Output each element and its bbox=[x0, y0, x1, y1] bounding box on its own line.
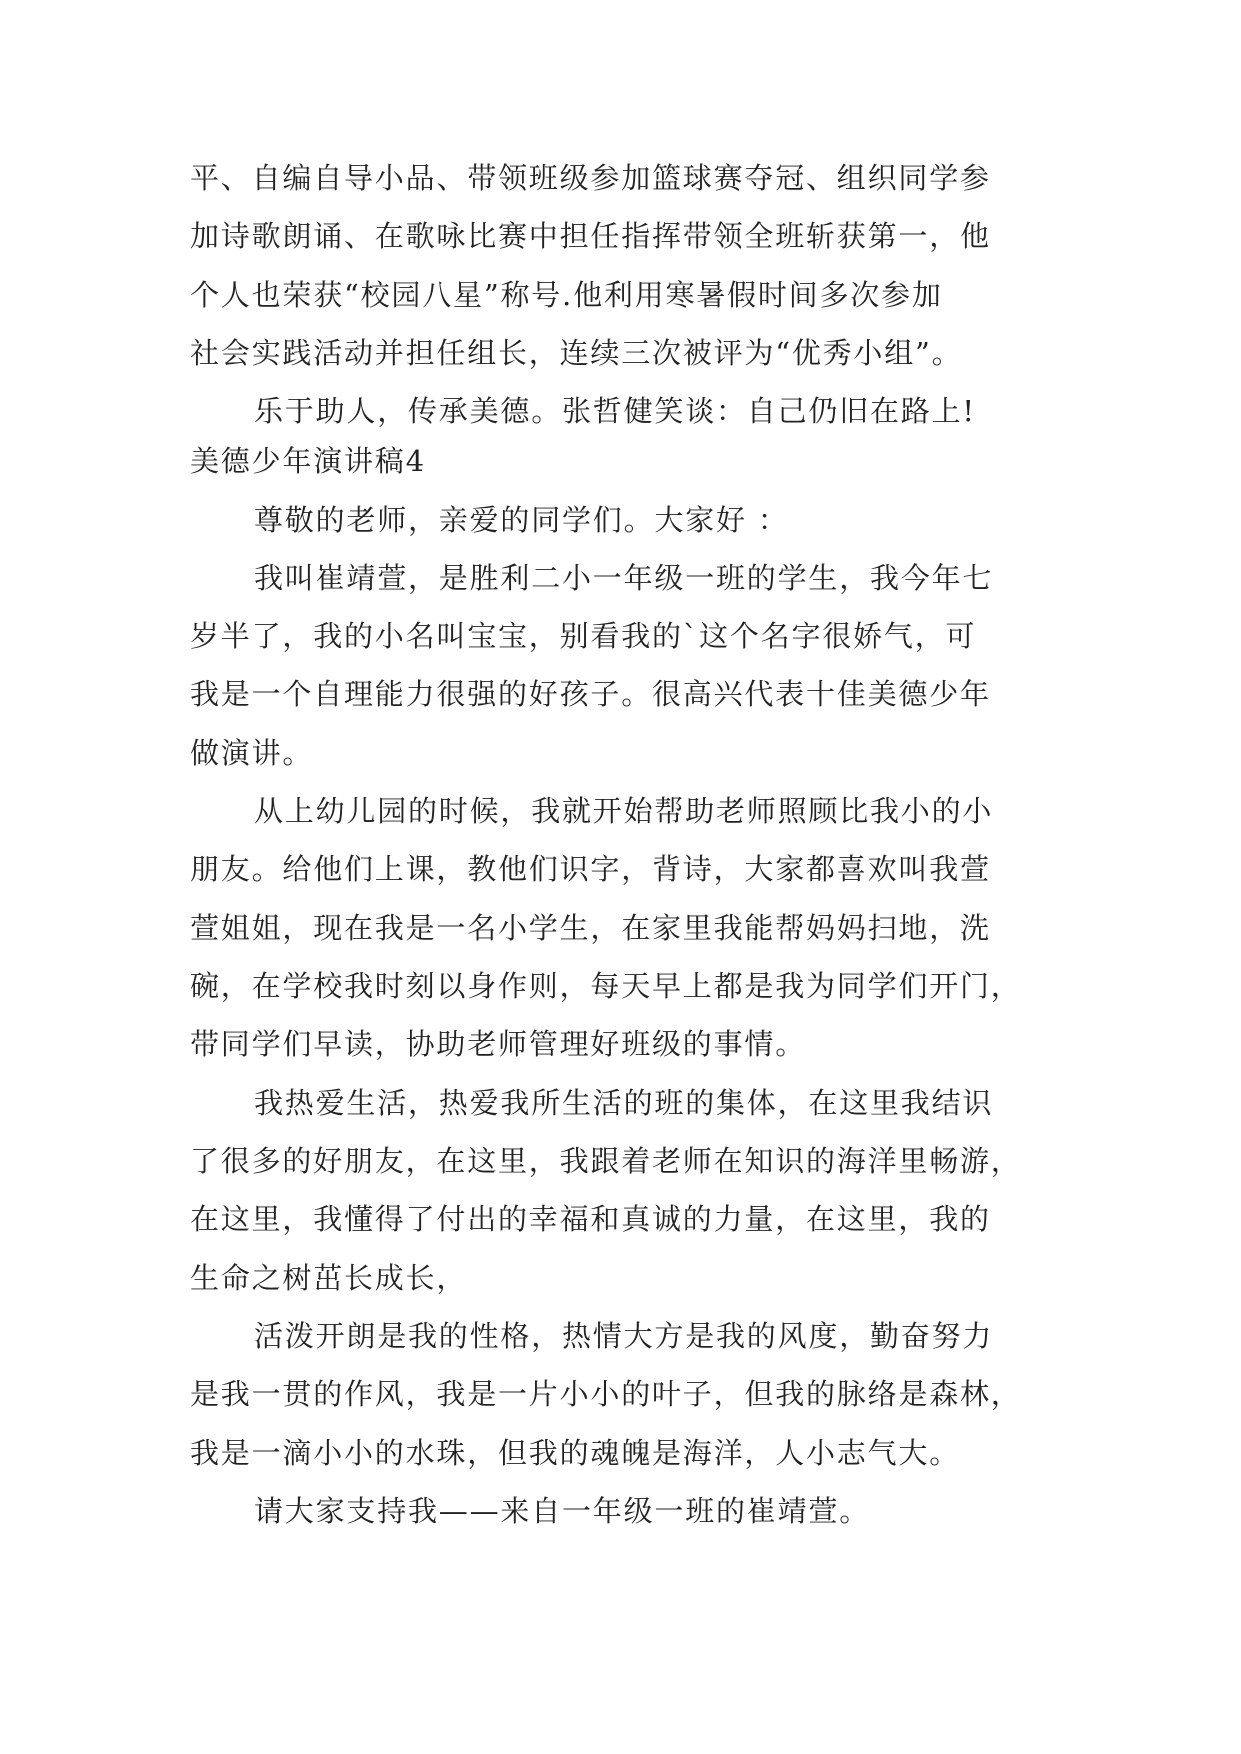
text-line: 萱姐姐，现在我是一名小学生，在家里我能帮妈妈扫地，洗 bbox=[190, 911, 991, 945]
section-heading: 美德少年演讲稿4 bbox=[190, 444, 426, 478]
text-line: 个人也荣获“校园八星”称号.他利用寒暑假时间多次参加 bbox=[190, 278, 943, 312]
text-line: 了很多的好朋友，在这里，我跟着老师在知识的海洋里畅游， bbox=[190, 1144, 1022, 1178]
text-line: 在这里，我懂得了付出的幸福和真诚的力量，在这里，我的 bbox=[190, 1202, 991, 1236]
text-line: 社会实践活动并担任组长，连续三次被评为“优秀小组”。 bbox=[190, 336, 963, 370]
paragraph-line: 我叫崔靖萱，是胜利二小一年级一班的学生，我今年七 bbox=[254, 561, 994, 595]
text-line: 我是一个自理能力很强的好孩子。很高兴代表十佳美德少年 bbox=[190, 677, 991, 711]
text-line: 生命之树茁长成长， bbox=[190, 1261, 468, 1295]
text-line: 我是一滴小小的水珠，但我的魂魄是海洋，人小志气大。 bbox=[190, 1436, 961, 1470]
text-line: 平、自编自导小品、带领班级参加篮球赛夺冠、组织同学参 bbox=[190, 161, 991, 195]
paragraph-line: 我热爱生活，热爱我所生活的班的集体，在这里我结识 bbox=[254, 1086, 994, 1120]
text-line: 加诗歌朗诵、在歌咏比赛中担任指挥带领全班斩获第一，他 bbox=[190, 219, 991, 253]
greeting-line: 尊敬的老师，亲爱的同学们。大家好 ： bbox=[254, 503, 789, 537]
text-line: 碗，在学校我时刻以身作则，每天早上都是我为同学们开门， bbox=[190, 969, 1022, 1003]
paragraph-line: 乐于助人，传承美德。张哲健笑谈：自己仍旧在路上! bbox=[254, 394, 976, 428]
paragraph-line: 请大家支持我——来自一年级一班的崔靖萱。 bbox=[254, 1494, 871, 1528]
text-line: 做演讲。 bbox=[190, 736, 314, 770]
text-line: 朋友。给他们上课，教他们识字，背诗，大家都喜欢叫我萱 bbox=[190, 852, 991, 886]
text-line: 岁半了，我的小名叫宝宝，别看我的`这个名字很娇气，可 bbox=[190, 619, 977, 653]
paragraph-line: 活泼开朗是我的性格，热情大方是我的风度，勤奋努力 bbox=[254, 1319, 994, 1353]
text-line: 是我一贯的作风，我是一片小小的叶子，但我的脉络是森林， bbox=[190, 1377, 1022, 1411]
paragraph-line: 从上幼儿园的时候，我就开始帮助老师照顾比我小的小 bbox=[254, 794, 994, 828]
text-line: 带同学们早读，协助老师管理好班级的事情。 bbox=[190, 1027, 807, 1061]
